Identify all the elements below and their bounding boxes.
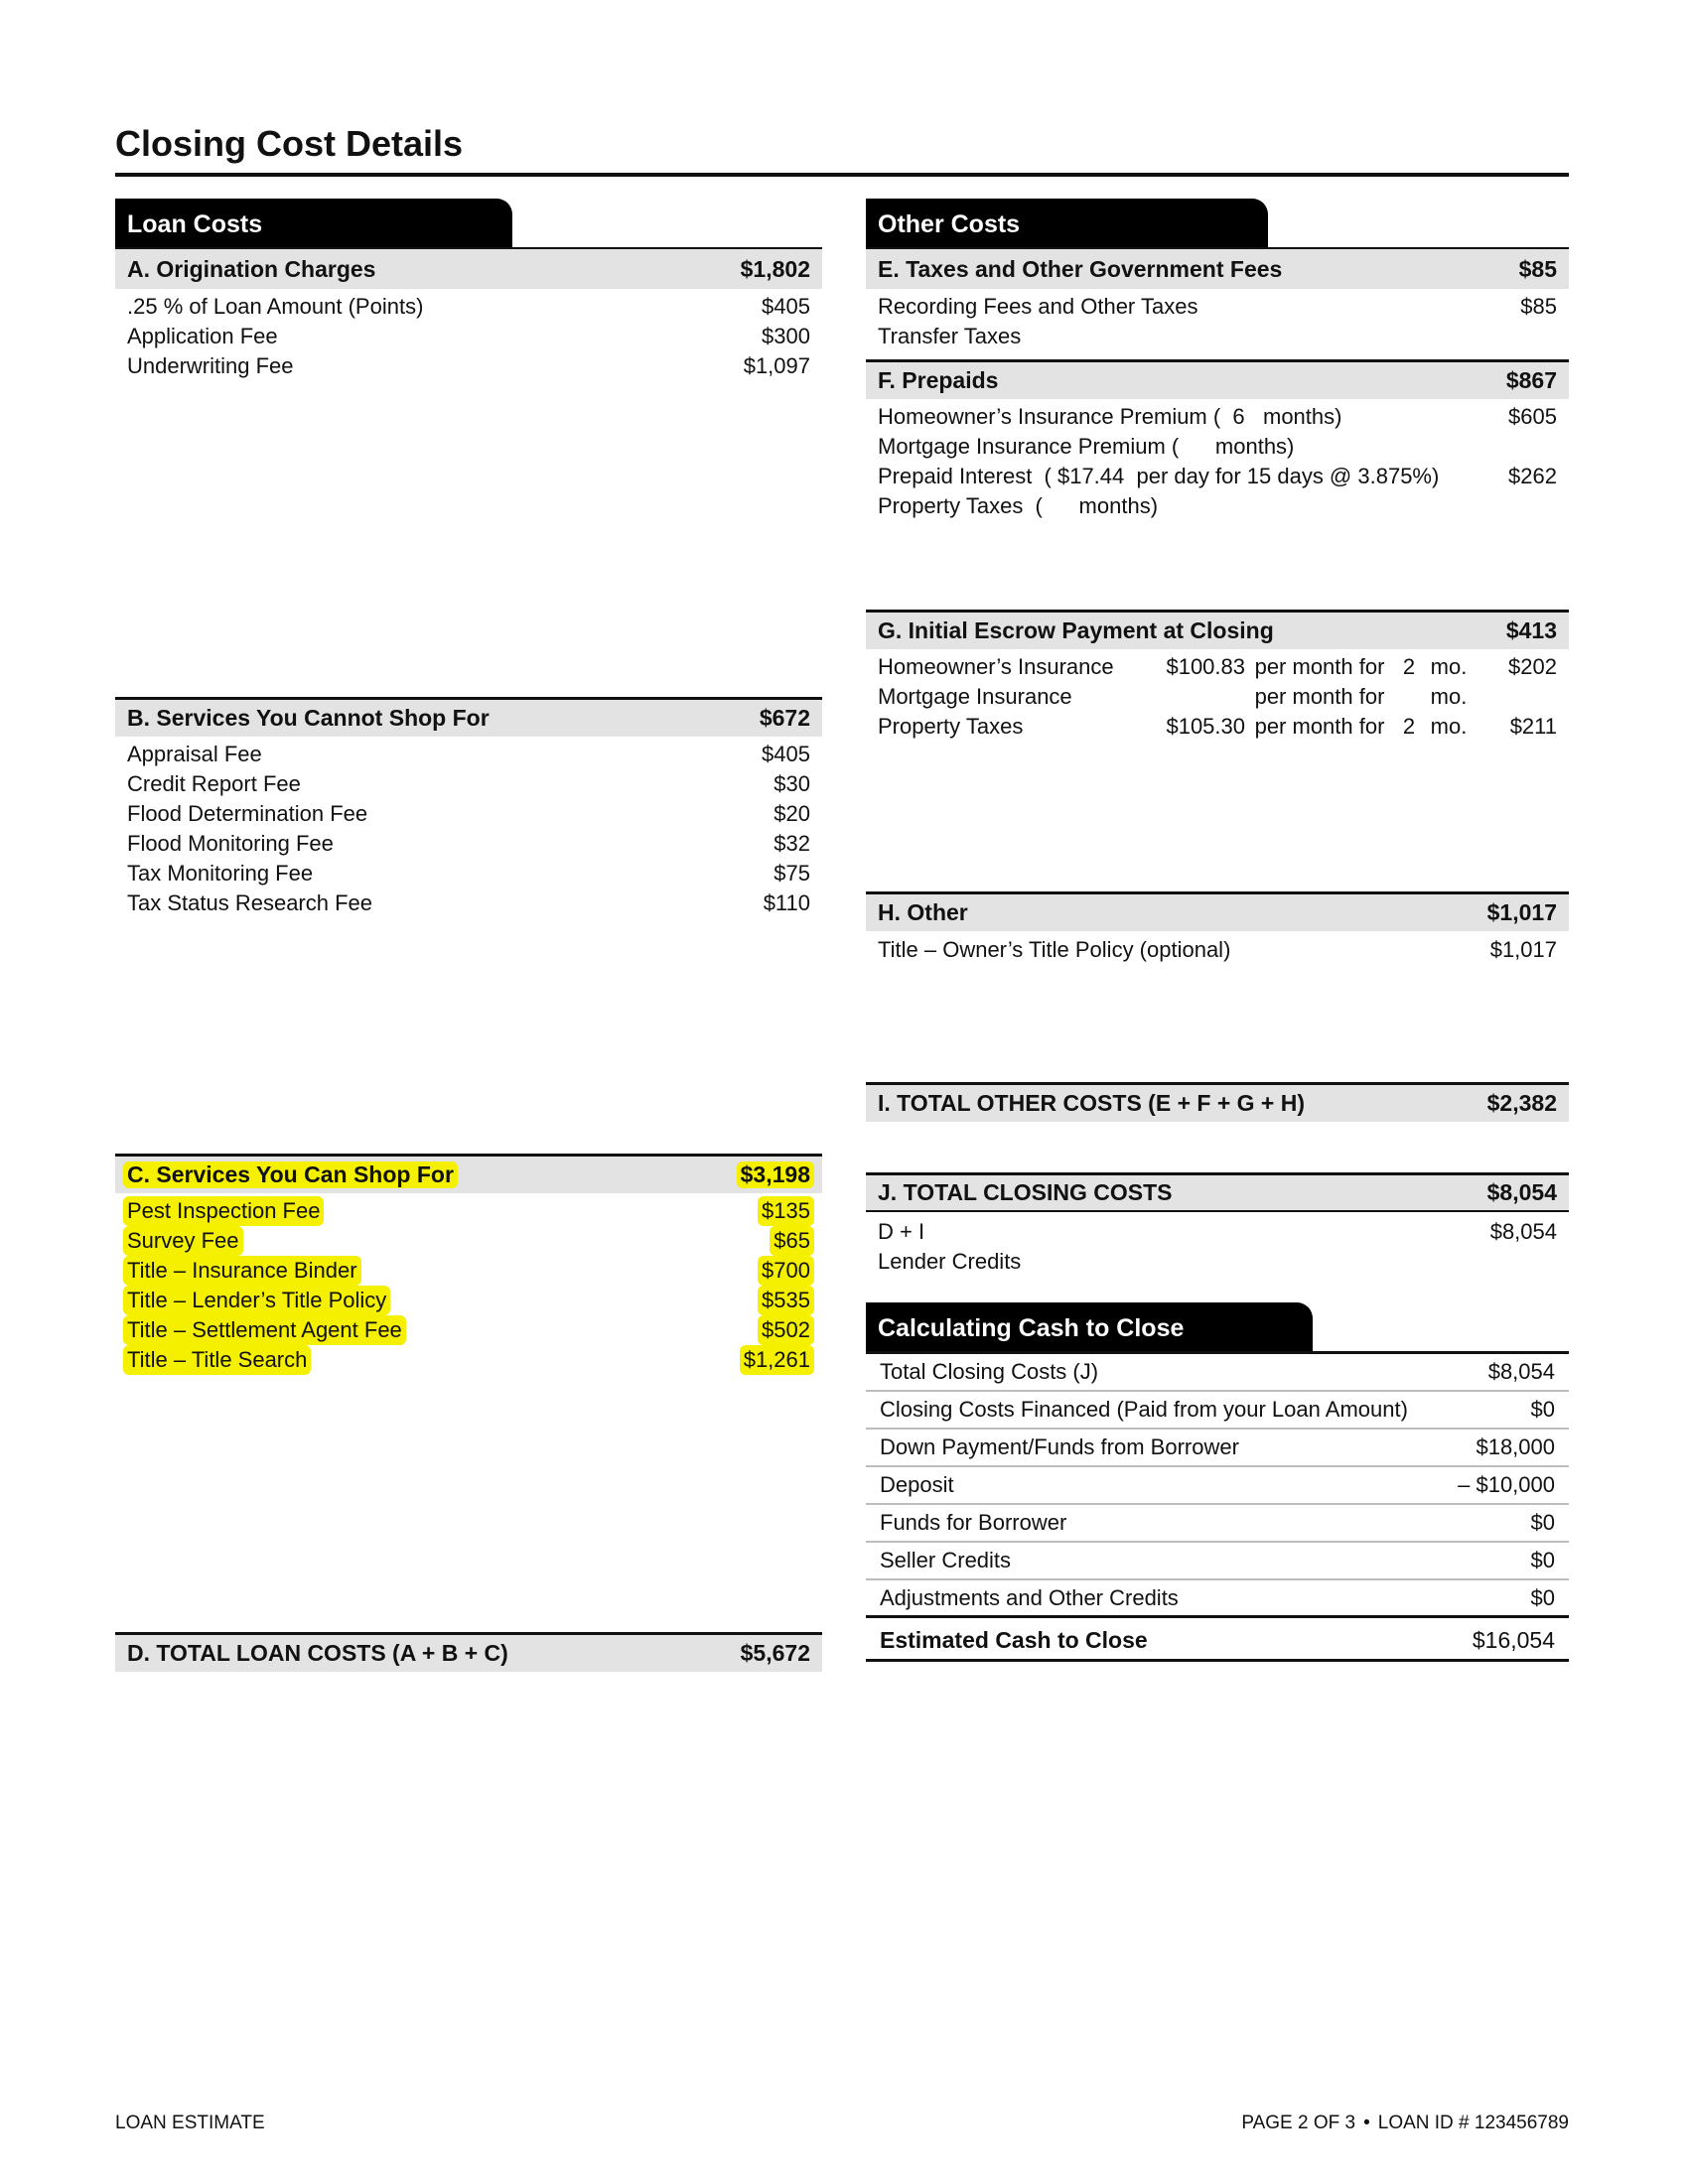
item-amount: $262 bbox=[1508, 464, 1557, 488]
escrow-mo: mo. bbox=[1430, 684, 1468, 709]
table-row bbox=[866, 1467, 1569, 1505]
row-label: Funds for Borrower bbox=[880, 1510, 1067, 1535]
section-j-items bbox=[866, 1217, 1569, 1277]
item-label: Title – Lender’s Title Policy bbox=[123, 1286, 390, 1315]
section-h-items bbox=[866, 935, 1569, 965]
escrow-per: per month for bbox=[1254, 714, 1385, 739]
item-label: Recording Fees and Other Taxes bbox=[878, 294, 1198, 319]
escrow-rate: $105.30 bbox=[1166, 714, 1245, 739]
table-row bbox=[866, 1430, 1569, 1467]
list-item bbox=[115, 888, 822, 918]
escrow-mo: mo. bbox=[1430, 654, 1468, 679]
section-e-title: E. Taxes and Other Government Fees bbox=[878, 255, 1283, 282]
total-label: Estimated Cash to Close bbox=[880, 1627, 1148, 1653]
item-amount: $65 bbox=[770, 1226, 814, 1256]
item-label: Title – Owner’s Title Policy (optional) bbox=[878, 937, 1231, 962]
item-label: Underwriting Fee bbox=[127, 353, 294, 378]
list-item bbox=[866, 432, 1569, 462]
escrow-label: Mortgage Insurance bbox=[878, 684, 1072, 709]
list-item bbox=[115, 1286, 822, 1315]
item-amount: $405 bbox=[762, 742, 810, 766]
footer-doc-name: LOAN ESTIMATE bbox=[115, 2113, 265, 2133]
item-label: Tax Status Research Fee bbox=[127, 890, 373, 915]
list-item bbox=[866, 1217, 1569, 1247]
cash-to-close-table bbox=[866, 1354, 1569, 1662]
item-amount: $110 bbox=[763, 890, 810, 915]
item-label: Prepaid Interest ( $17.44 per day for 15 days @ 3.875%) bbox=[878, 464, 1440, 488]
item-amount: $135 bbox=[758, 1196, 814, 1226]
list-item bbox=[866, 462, 1569, 491]
row-amount: $0 bbox=[1530, 1585, 1555, 1610]
row-label: Deposit bbox=[880, 1472, 954, 1497]
section-g-header bbox=[866, 610, 1569, 649]
escrow-row bbox=[866, 682, 1569, 712]
item-label: Title – Insurance Binder bbox=[123, 1256, 361, 1286]
escrow-amount: $202 bbox=[1508, 654, 1557, 679]
section-f-total: $867 bbox=[1505, 367, 1557, 393]
section-h-header bbox=[866, 891, 1569, 931]
list-item bbox=[115, 799, 822, 829]
escrow-per: per month for bbox=[1254, 654, 1385, 679]
row-label: Down Payment/Funds from Borrower bbox=[880, 1434, 1239, 1459]
escrow-amount: $211 bbox=[1509, 714, 1557, 739]
escrow-row bbox=[866, 712, 1569, 742]
footer-loan-id: LOAN ID # 123456789 bbox=[1377, 2113, 1569, 2133]
escrow-rate: $100.83 bbox=[1166, 654, 1245, 679]
escrow-label: Property Taxes bbox=[878, 714, 1024, 739]
footer-page-info bbox=[1241, 2113, 1569, 2134]
section-e-total: $85 bbox=[1518, 255, 1557, 282]
item-label: D + I bbox=[878, 1219, 925, 1244]
item-label: Pest Inspection Fee bbox=[123, 1196, 324, 1226]
section-f-header bbox=[866, 359, 1569, 399]
escrow-months bbox=[1394, 682, 1424, 712]
escrow-months: 2 bbox=[1402, 714, 1416, 739]
section-i-total: $2,382 bbox=[1486, 1090, 1557, 1116]
row-amount: $8,054 bbox=[1487, 1359, 1555, 1384]
estimated-cash-to-close-row bbox=[866, 1618, 1569, 1662]
section-f-title: F. Prepaids bbox=[878, 367, 999, 393]
item-label: Property Taxes ( months) bbox=[878, 493, 1159, 518]
table-row bbox=[866, 1354, 1569, 1392]
item-amount: $1,017 bbox=[1489, 937, 1557, 962]
list-item bbox=[115, 740, 822, 769]
item-label: Title – Title Search bbox=[123, 1345, 311, 1375]
row-label: Adjustments and Other Credits bbox=[880, 1585, 1179, 1610]
row-label: Total Closing Costs (J) bbox=[880, 1359, 1099, 1384]
title-rule bbox=[115, 173, 1569, 177]
item-amount: $75 bbox=[774, 861, 810, 886]
section-g-total: $413 bbox=[1505, 617, 1557, 643]
list-item bbox=[115, 769, 822, 799]
item-label: Flood Monitoring Fee bbox=[127, 831, 334, 856]
item-label: Tax Monitoring Fee bbox=[127, 861, 314, 886]
row-amount: $18,000 bbox=[1476, 1434, 1555, 1459]
item-label: Transfer Taxes bbox=[878, 324, 1022, 348]
escrow-rate bbox=[1146, 682, 1245, 712]
section-a-header bbox=[115, 249, 822, 289]
item-amount: $700 bbox=[758, 1256, 814, 1286]
escrow-months: 2 bbox=[1402, 654, 1416, 679]
row-amount: $0 bbox=[1530, 1548, 1555, 1572]
row-amount: $0 bbox=[1530, 1397, 1555, 1422]
item-label: Credit Report Fee bbox=[127, 771, 301, 796]
list-item bbox=[866, 322, 1569, 351]
page-title: Closing Cost Details bbox=[115, 123, 464, 164]
escrow-label: Homeowner’s Insurance bbox=[878, 654, 1114, 679]
section-b-title: B. Services You Cannot Shop For bbox=[127, 705, 490, 731]
item-amount: $300 bbox=[762, 324, 810, 348]
row-label: Seller Credits bbox=[880, 1548, 1012, 1572]
list-item bbox=[866, 292, 1569, 322]
total-amount: $16,054 bbox=[1472, 1627, 1555, 1653]
list-item bbox=[866, 1247, 1569, 1277]
list-item bbox=[115, 1345, 822, 1375]
list-item bbox=[115, 1226, 822, 1256]
item-label: Lender Credits bbox=[878, 1249, 1022, 1274]
section-d-title: D. TOTAL LOAN COSTS (A + B + C) bbox=[127, 1640, 508, 1666]
section-b-header bbox=[115, 697, 822, 737]
item-amount: $20 bbox=[774, 801, 810, 826]
section-d-header bbox=[115, 1632, 822, 1672]
section-j-title: J. TOTAL CLOSING COSTS bbox=[878, 1179, 1173, 1205]
item-label: .25 % of Loan Amount (Points) bbox=[127, 294, 424, 319]
item-amount: $405 bbox=[762, 294, 810, 319]
section-i-header bbox=[866, 1082, 1569, 1122]
list-item bbox=[115, 829, 822, 859]
list-item bbox=[866, 402, 1569, 432]
tab-loan-costs: Loan Costs bbox=[115, 199, 512, 248]
item-amount: $85 bbox=[1520, 294, 1557, 319]
list-item bbox=[115, 1315, 822, 1345]
section-j-header bbox=[866, 1172, 1569, 1212]
item-label: Title – Settlement Agent Fee bbox=[123, 1315, 406, 1345]
list-item bbox=[115, 1196, 822, 1226]
section-b-total: $672 bbox=[759, 705, 810, 731]
section-b-items bbox=[115, 740, 822, 918]
section-a-total: $1,802 bbox=[740, 255, 810, 282]
list-item bbox=[115, 351, 822, 381]
table-row bbox=[866, 1580, 1569, 1618]
row-amount: – $10,000 bbox=[1458, 1472, 1555, 1497]
section-a-title: A. Origination Charges bbox=[127, 255, 376, 282]
section-g-items bbox=[866, 652, 1569, 742]
section-i-title: I. TOTAL OTHER COSTS (E + F + G + H) bbox=[878, 1090, 1306, 1116]
tab-cash-to-close: Calculating Cash to Close bbox=[866, 1302, 1313, 1352]
section-h-title: H. Other bbox=[878, 899, 968, 925]
table-row bbox=[866, 1543, 1569, 1580]
section-c-items bbox=[115, 1196, 822, 1375]
section-e-header bbox=[866, 249, 1569, 289]
item-label: Survey Fee bbox=[123, 1226, 243, 1256]
footer-page: PAGE 2 OF 3 bbox=[1241, 2113, 1356, 2133]
escrow-mo: mo. bbox=[1430, 714, 1468, 739]
item-label: Flood Determination Fee bbox=[127, 801, 368, 826]
item-amount: $8,054 bbox=[1489, 1219, 1557, 1244]
row-amount: $0 bbox=[1530, 1510, 1555, 1535]
list-item bbox=[115, 859, 822, 888]
section-d-total: $5,672 bbox=[740, 1640, 810, 1666]
list-item bbox=[866, 935, 1569, 965]
section-c-title: C. Services You Can Shop For bbox=[123, 1161, 458, 1188]
item-label: Appraisal Fee bbox=[127, 742, 262, 766]
list-item bbox=[115, 322, 822, 351]
item-amount: $32 bbox=[774, 831, 810, 856]
item-label: Mortgage Insurance Premium ( months) bbox=[878, 434, 1295, 459]
section-j-total: $8,054 bbox=[1486, 1179, 1557, 1205]
escrow-per: per month for bbox=[1254, 684, 1385, 709]
footer-separator: • bbox=[1363, 2113, 1370, 2133]
item-amount: $1,261 bbox=[740, 1345, 814, 1375]
escrow-amount bbox=[1474, 682, 1557, 712]
table-row bbox=[866, 1505, 1569, 1543]
section-c-header bbox=[115, 1154, 822, 1193]
section-g-title: G. Initial Escrow Payment at Closing bbox=[878, 617, 1274, 643]
section-c-total: $3,198 bbox=[737, 1161, 814, 1188]
item-label: Application Fee bbox=[127, 324, 278, 348]
section-f-items bbox=[866, 402, 1569, 521]
tab-other-costs: Other Costs bbox=[866, 199, 1268, 248]
table-row bbox=[866, 1392, 1569, 1430]
list-item bbox=[115, 1256, 822, 1286]
item-amount: $605 bbox=[1508, 404, 1557, 429]
list-item bbox=[115, 292, 822, 322]
section-e-items bbox=[866, 292, 1569, 351]
list-item bbox=[866, 491, 1569, 521]
section-h-total: $1,017 bbox=[1486, 899, 1557, 925]
item-label: Homeowner’s Insurance Premium ( 6 months) bbox=[878, 404, 1342, 429]
item-amount: $30 bbox=[774, 771, 810, 796]
escrow-row bbox=[866, 652, 1569, 682]
section-a-items bbox=[115, 292, 822, 381]
item-amount: $1,097 bbox=[743, 353, 810, 378]
row-label: Closing Costs Financed (Paid from your Loan Amount) bbox=[880, 1397, 1408, 1422]
item-amount: $535 bbox=[758, 1286, 814, 1315]
item-amount: $502 bbox=[758, 1315, 814, 1345]
